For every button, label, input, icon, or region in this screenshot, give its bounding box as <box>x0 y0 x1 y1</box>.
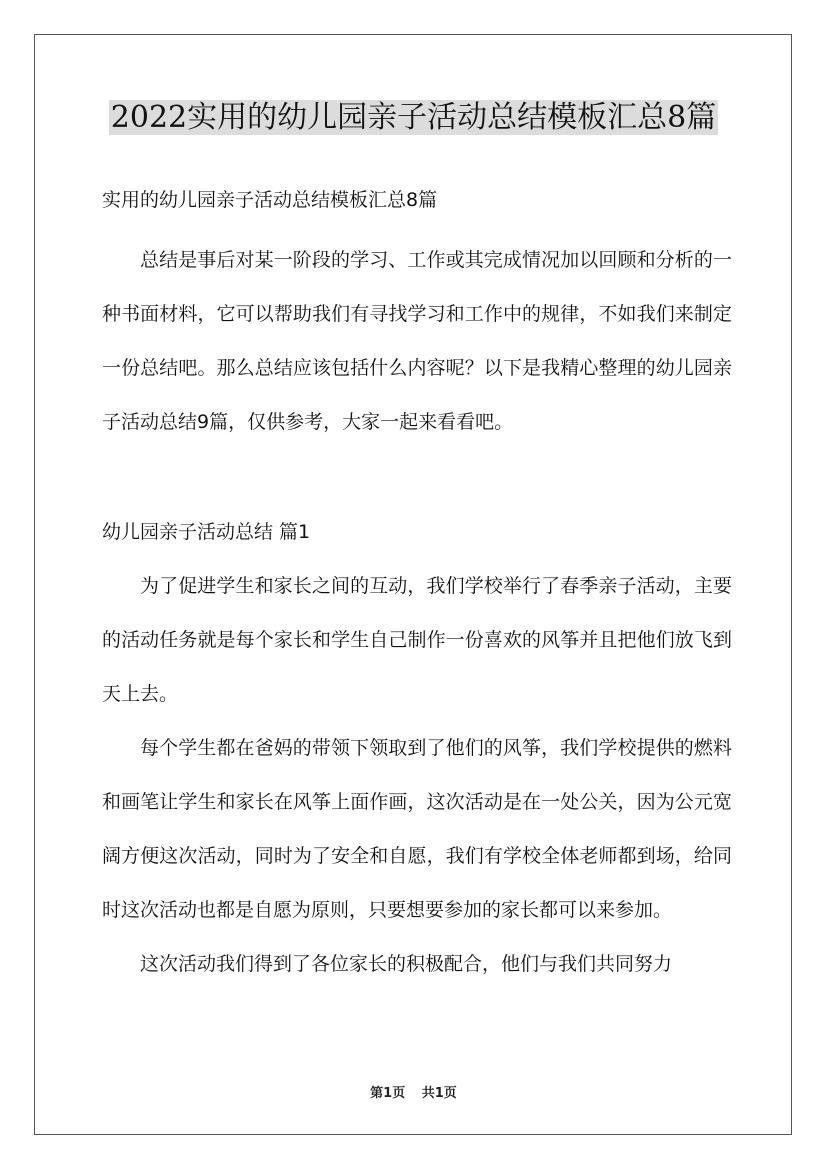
page-total: 共1页 <box>421 1086 457 1101</box>
body-paragraph-3: 这次活动我们得到了各位家长的积极配合，他们与我们共同努力 <box>140 953 673 975</box>
document-title-text: 2022实用的幼儿园亲子活动总结模板汇总8篇 <box>110 100 717 135</box>
page-footer <box>0 1082 827 1101</box>
body-paragraph-2: 每个学生都在爸妈的带领下领取到了他们的风筝，我们学校提供的燃料和画笔让学生和家长在风筝上面作画，这次活动是在一处公关，因为公元宽阔方便这次活动，同时为了安全和自愿，我们有学校全体老师都到场，给同时这次活动也都是自愿为原则，只要想要参加的家长都可以来参加。 <box>102 737 732 921</box>
document-body <box>102 173 732 991</box>
page-number: 第1页 <box>370 1086 406 1101</box>
body-paragraph-1: 为了促进学生和家长之间的互动，我们学校举行了春季亲子活动，主要的活动任务就是每个家长和学生自己制作一份喜欢的风筝并且把他们放飞到天上去。 <box>102 575 732 705</box>
document-title <box>0 96 827 140</box>
intro-paragraph: 总结是事后对某一阶段的学习、工作或其完成情况加以回顾和分析的一种书面材料，它可以帮助我们有寻找学习和工作中的规律，不如我们来制定一份总结吧。那么总结应该包括什么内容呢？以下是我精心整理的幼儿园亲子活动总结9篇，仅供参考，大家一起来看看吧。 <box>102 249 732 433</box>
document-subtitle: 实用的幼儿园亲子活动总结模板汇总8篇 <box>102 189 438 211</box>
section-heading: 幼儿园亲子活动总结 篇1 <box>102 521 311 543</box>
